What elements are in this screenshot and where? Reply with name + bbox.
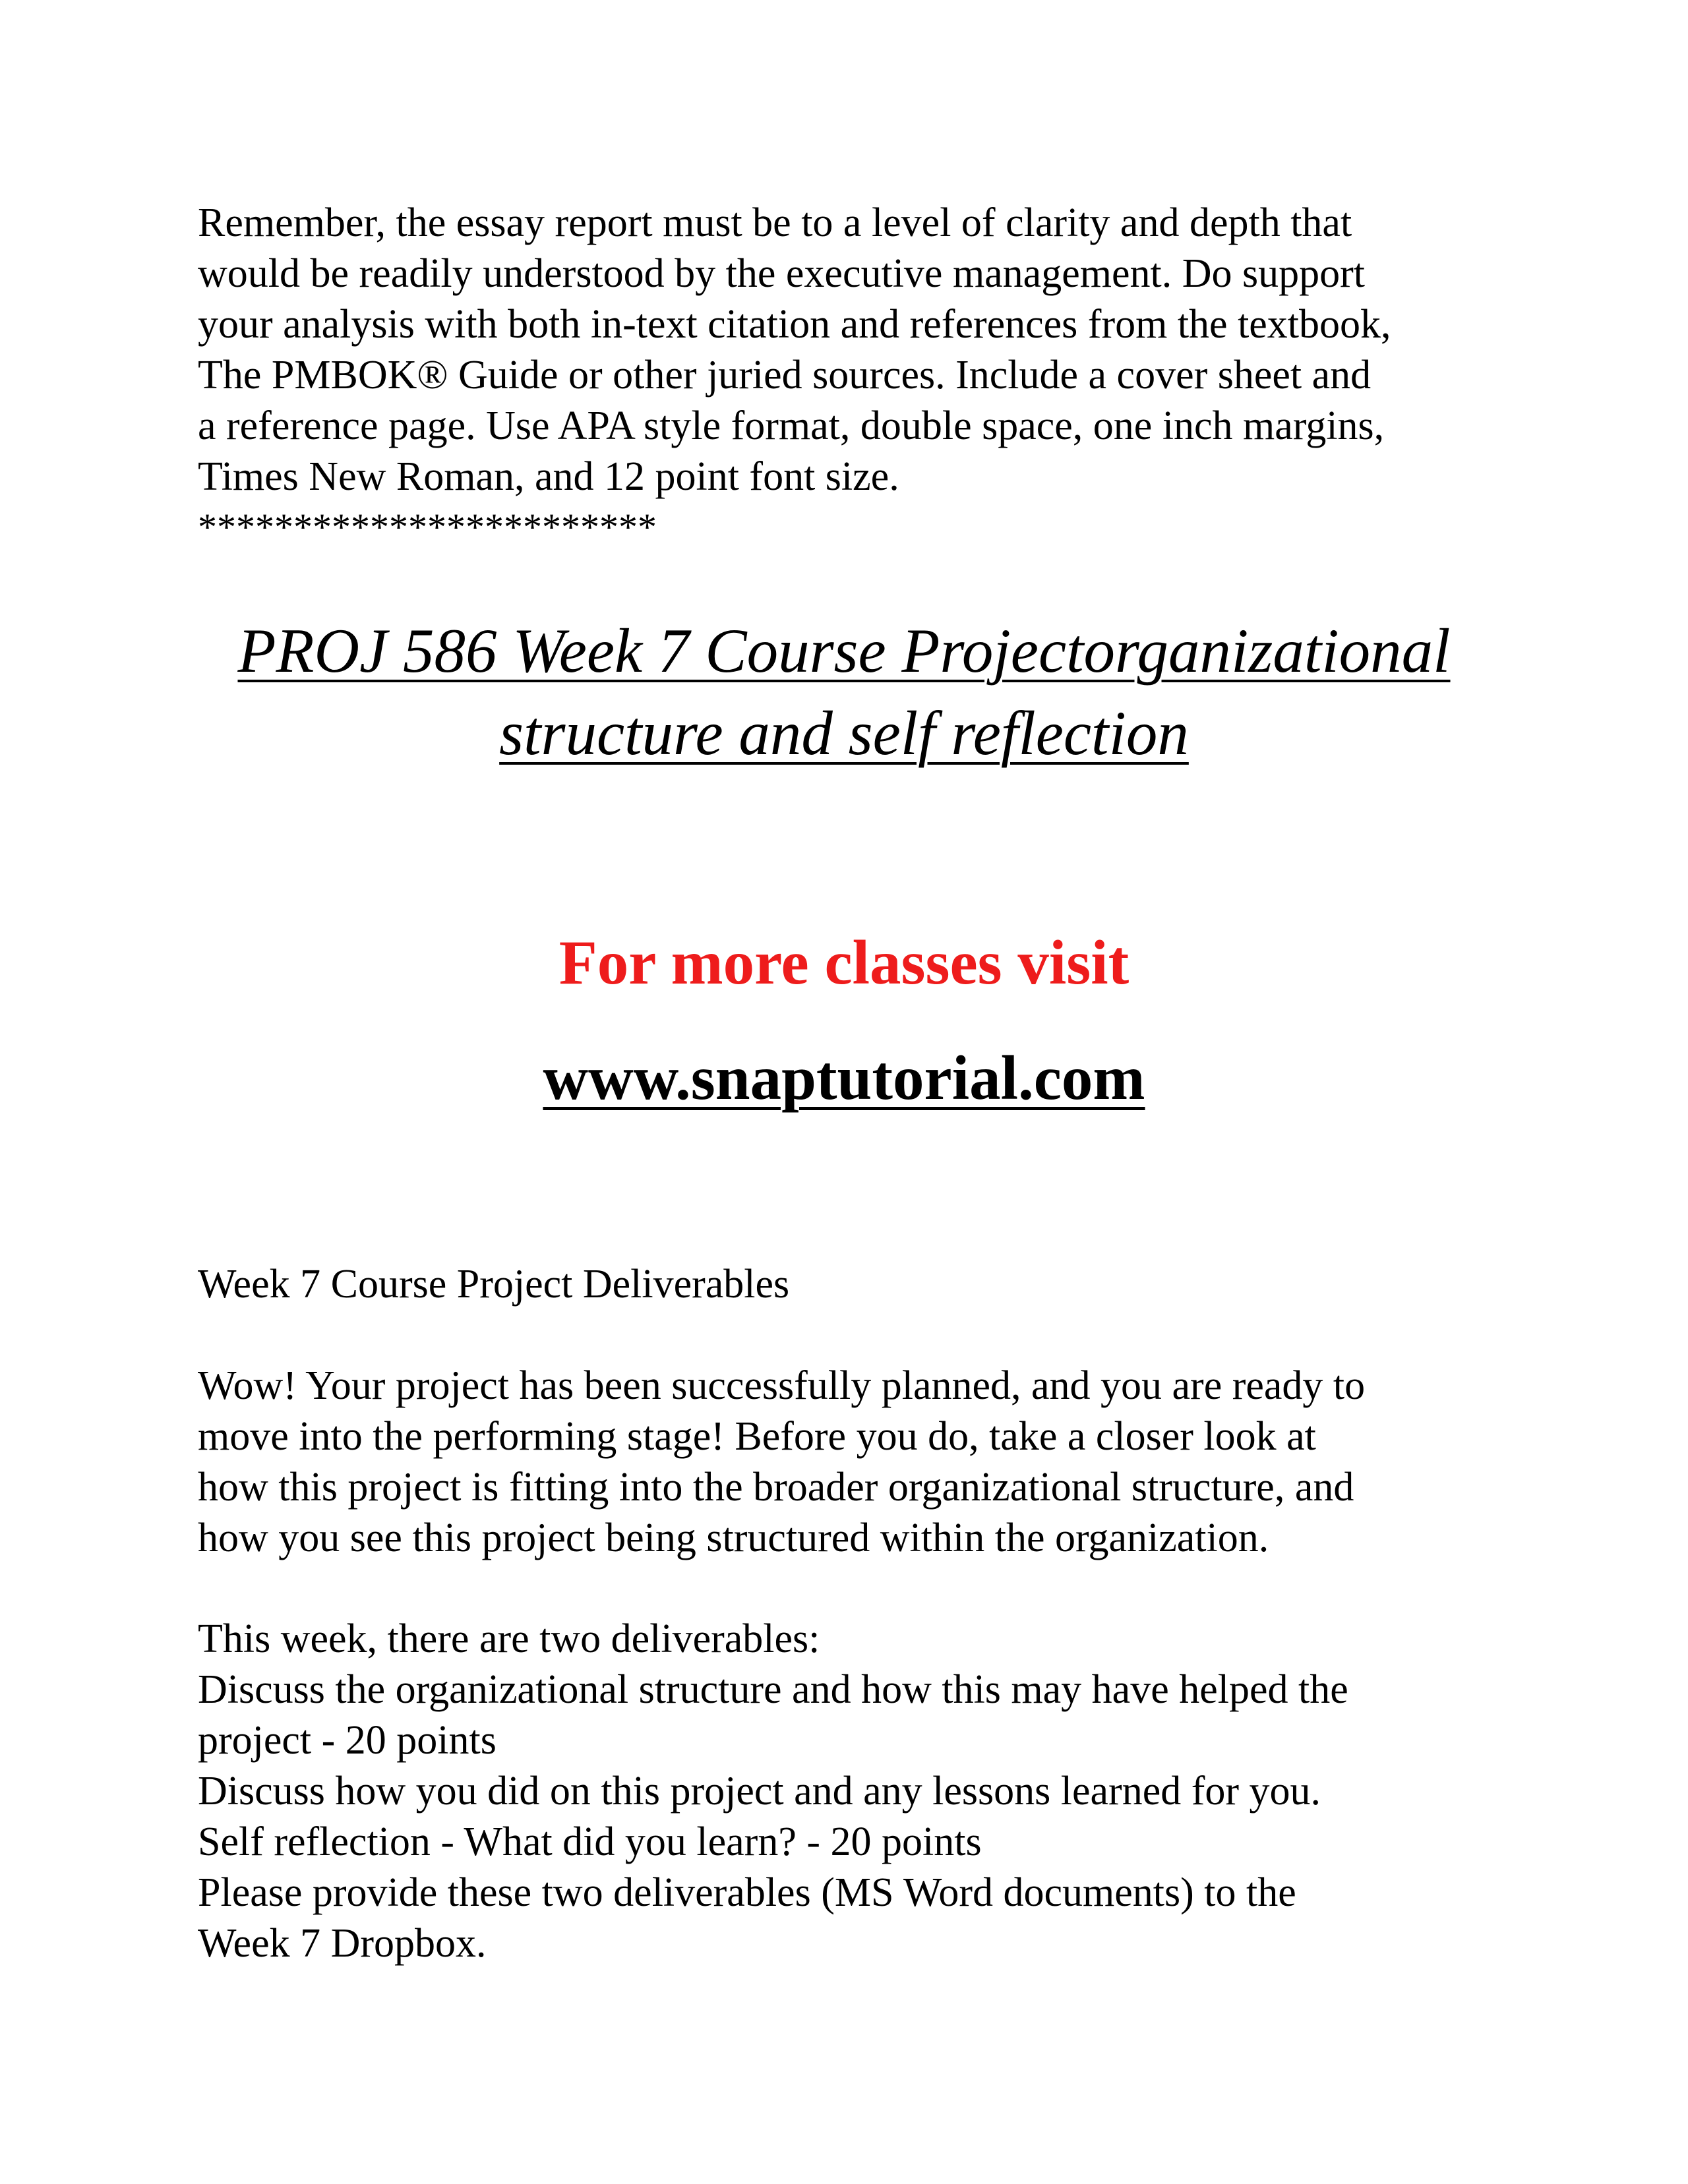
- deliverables-line: project - 20 points: [198, 1718, 497, 1763]
- overview-line: move into the performing stage! Before you do, take a closer look at: [198, 1414, 1316, 1459]
- overview-line: how this project is fitting into the broader organizational structure, and: [198, 1465, 1354, 1510]
- course-title-line: PROJ 586 Week 7 Course Projectorganizational: [237, 616, 1451, 686]
- deliverables-line: Self reflection - What did you learn? - 20 points: [198, 1819, 982, 1864]
- intro-line: would be readily understood by the executive management. Do support: [198, 251, 1365, 296]
- deliverables-heading-text: Week 7 Course Project Deliverables: [198, 1262, 790, 1307]
- intro-line: The PMBOK® Guide or other juried sources. Include a cover sheet and: [198, 353, 1372, 398]
- promo-text: For more classes visit: [558, 928, 1130, 997]
- deliverables-paragraph: [198, 1614, 1517, 1969]
- intro-line: your analysis with both in-text citation and references from the textbook,: [198, 302, 1391, 347]
- deliverables-heading: [198, 1259, 1517, 1310]
- intro-line: Remember, the essay report must be to a level of clarity and depth that: [198, 200, 1352, 245]
- deliverables-line: Please provide these two deliverables (MS Word documents) to the: [198, 1870, 1296, 1915]
- course-title-line: structure and self reflection: [499, 698, 1189, 768]
- asterisk-separator: ************************: [198, 506, 657, 548]
- overview-line: Wow! Your project has been successfully planned, and you are ready to: [198, 1363, 1366, 1408]
- course-title: [0, 610, 1688, 775]
- intro-line: Times New Roman, and 12 point font size.: [198, 454, 899, 499]
- deliverables-line: Discuss how you did on this project and any lessons learned for you.: [198, 1769, 1321, 1814]
- overview-paragraph: [198, 1361, 1517, 1564]
- deliverables-line: Week 7 Dropbox.: [198, 1921, 487, 1966]
- intro-paragraph: [198, 198, 1517, 502]
- overview-line: how you see this project being structured within the organization.: [198, 1516, 1269, 1560]
- site-link[interactable]: www.snaptutorial.com: [543, 1043, 1145, 1113]
- deliverables-line: This week, there are two deliverables:: [198, 1616, 820, 1661]
- deliverables-line: Discuss the organizational structure and how this may have helped the: [198, 1667, 1348, 1712]
- intro-line: a reference page. Use APA style format, double space, one inch margins,: [198, 403, 1385, 448]
